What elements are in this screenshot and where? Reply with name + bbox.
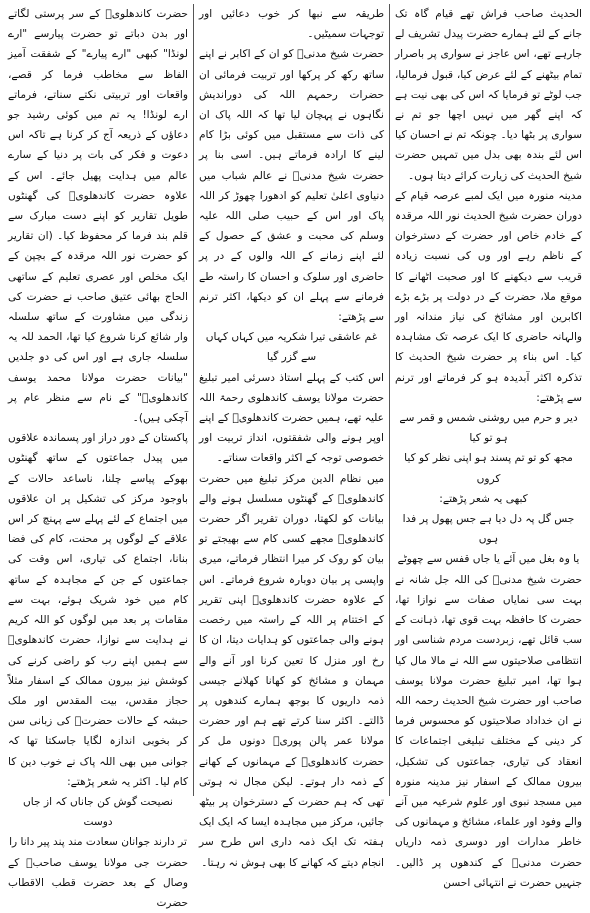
poetry-intro: کبھی یہ شعر پڑھتے: xyxy=(439,492,528,505)
poetry-line: نصیحت گوش کن جاناں کہ از جاں دوست xyxy=(23,795,173,829)
paragraph: حضرت کاندھلویؒ کے سر پرستی لگاتے اور بدن دباتے تو حضرت پیارسے "ارے لونڈا" کبھی "ارے پیارے" کے شفقت آمیز الفاظ سے مخاطب فرما کر قصے، واقعات اور تربیتی نکتے سناتے، فرماتے ارے لونڈا! یہ تم میں کوئی رشید جو دعاؤں کے ذریعہ آج کر کرنا ہے تاکہ اس دعوت و فکر کی بات پر دنیا کے سارے عالم میں ہدایت پھیل جائے۔ اس کے علاوہ حضرت کاندھلویؒ کی گھنٹوں طویل تقاریر کو اپنے دست مبارک سے قلم بند فرما کر محفوظ کیا۔ (ان تقاریر کو حضرت نور اللہ مرقدہ کے بچپن کے ایک مخلص اور عصری تعلیم کے ساتھی الحاج بھائی عتیق صاحب نے حضرت کی زندگی میں مشاورت کے ساتھ سلسلہ وار شائع کرنا شروع کیا تھا، الحمد للہ یہ سلسلہ جاری ہے اور اس کی دو جلدیں "بیانات حضرت مولانا محمد یوسف کاندھلویؒ" کے نام سے منظر عام پر آچکی ہیں)۔ xyxy=(8,8,188,425)
article-column-right xyxy=(390,4,587,889)
poetry-line: یا وہ بغل میں آئے یا جاں قفس سے چھوٹے xyxy=(397,553,580,566)
paragraph: حضرت شیخ مدنیؒ کو ان کے اکابر نے اپنے ساتھ رکھ کر پرکھا اور تربیت فرمائی ان حضرات رحمہم اللہ کی دوراندیش نگاہوں نے پہچان لیا تھا کہ اللہ پاک ان کی ذات سے مستقبل میں کوئی بڑا کام لینے کا ارادہ فرماتے ہیں۔ اسی بنا پر حضرت شیخ مدنیؒ نے عالم شباب میں دنیاوی اعلیٰ تعلیم کو ادھورا چھوڑ کر اللہ پاک اور اس کے حبیب صلی اللہ علیہ وسلم کی محبت و عشق کے حصول کے لئے اپنے زمانے کے اللہ والوں کے در پر حاضری اور سلوک و احسان کا راستہ طے فرمانے سے پہلے ان کو دیکھا، اکثر ترنم سے پڑھتے: xyxy=(199,48,384,324)
paragraph: حضرت جی مولانا یوسف صاحبؒ کے وصال کے بعد حضرت قطب الاقطاب حضرت xyxy=(8,856,188,909)
poetry-line: غم عاشقی تیرا شکریہ میں کہاں کہاں سے گزر گیا xyxy=(205,331,378,364)
paragraph: مدینہ منورہ میں ایک لمبے عرصہ قیام کے دوران حضرت شیخ الحدیث نور اللہ مرقدہ کے خادم خاص اور حضرت کے دسترخوان کے ناظم رہے اور وں کی نسبت زیادہ قریب سے دیکھنے کا اور صحبت اٹھانے کا موقع ملا، حضرت کے در دولت پر بڑے بڑے اکابرین اور مشائخ کی نیاز مندانہ اور والہانہ حاضری کا ایک عرصہ تک مشاہدہ کیا۔ اس بناء پر حضرت شیخ الحدیث کا تذکرہ اکثر آبدیدہ ہو کر فرماتے اور ترنم سے پڑھتے: xyxy=(395,189,582,404)
paragraph: طریقہ سے نبھا کر خوب دعائیں اور توجہات سمیٹیں۔ xyxy=(199,8,384,41)
paragraph: اس کتب کے پہلے استاذ دسرئی امیر تبلیغ حضرت مولانا یوسف کاندھلوی رحمۃ اللہ علیہ تھے، ہمیں حضرت کاندھلویؒ کے اپنے اوپر ہونے والی شفقتوں، انداز تربیت اور خصوصی توجہ کے اکثر واقعات سناتے۔ xyxy=(199,371,384,465)
poetry-line: تر دارند جوانان سعادت مند پند پیر دانا را xyxy=(9,836,187,849)
paragraph: حضرت شیخ مدنیؒ کی اللہ جل شانہ نے بہت سی نمایاں صفات سے نوازا تھا، حضرت کا حافظہ بہت قوی تھا، ذہانت کے سب قائل تھے، زبردست مردم شناسی اور انتظامی صلاحیتوں سے اللہ نے مالا مال کیا ہوا تھا، امیر تبلیغ حضرت مولانا یوسف صاحب اور حضرت شیخ الحدیث رحمہ اللہ نے ان خداداد صلاحیتوں کو محسوس فرما کر دینی کے مختلف تبلیغی اجتماعات کا انعقاد کی تیاری، جماعتوں کی تشکیل، بیرون ممالک کے اسفار نیز مدینہ منورہ میں مسجد نبوی اور علوم شرعیہ میں آنے والے وفود اور علماء، مشائخ و مہمانوں کی خاطر مدارات اور دوسری ذمہ داریاں حضرت مدنیؒ کے کندھوں پر ڈالیں۔ جنہیں حضرت نے انتہائی احسن xyxy=(395,573,582,889)
poetry-line: دیر و حرم میں روشنی شمس و قمر سے ہو تو کیا xyxy=(399,412,578,445)
paragraph: الحدیث صاحب فراش تھے قیام گاہ تک جانے کے لئے ہمارے حضرت پیدل تشریف لے جارہے تھے، اس عاجز نے سواری پر باصرار تمام بیٹھنے کے لئے عرض کیا، قبول فرمالیا، جب لوٹے تو فرمایا کہ اس کی بھی نیت ہے کہ اپنے گھر میں نہیں اچھا جو تم نے سواری پر بٹھا دیا۔ چونکہ تم نے احسان کیا اس لئے بندہ بھی بدل میں تمہیں حضرت شیخ الحدیث کی زیارت کرائے دیتا ہوں۔ xyxy=(395,8,582,182)
paragraph: میں نظام الدین مرکز تبلیغ میں حضرت کاندھلویؒ کے گھنٹوں مسلسل ہونے والے بیانات کو لکھتا، دوران تقریر اگر حضرت کاندھلویؒ مجھے کسی کام سے بھیجتے تو بیان کو روک کر میرا انتظار فرماتے، میری واپسی پر بیان دوبارہ شروع فرماتے۔ اس کے علاوہ حضرت کاندھلویؒ اپنی تقریر کے اختتام پر اللہ کے راستہ میں رخصت ہونے والی جماعتوں کو ہدایات دیتا، ان کا رخ اور منزل کا تعین کرنا اور آنے والے مہمان و مشائخ کو کھانا کھلانے جیسی ذمہ داریوں کا بوجھ ہمارے کندھوں پر ڈالتے۔ اکثر سنا کرتے تھے ہم اور حضرت مولانا عمر پالن پوریؒ دونوں مل کر حضرت کاندھلویؒ کے مہمانوں کے کھانے کے ذمہ دار ہوتے۔ لیکن مجال نہ ہوتی تھی کہ ہم حضرت کے دسترخوان پر بیٹھ جائیں، مرکز میں مجاہدہ ایسا کہ ایک ایک ہفتہ تک ایک ذمہ داری اس طرح سر انجام دیتے کہ کھانے کا بھی ہوش نہ رہتا۔ xyxy=(199,472,384,869)
paragraph: پاکستان کے دور دراز اور پسماندہ علاقوں میں پیدل جماعتوں کے ساتھ گھنٹوں بھوکے پیاسے چلنا، ناساعد حالات کے باوجود مرکز کی تشکیل پر ان علاقوں میں اجتماع کے لئے پہلے سے پہنچ کر اس علاقے کے لوگوں پر محنت، کام کی فضا بنانا، اجتماع کی تیاری، اس وقت کی جماعتوں کے جن کے مجاہدہ کے ساتھ کام میں خود شریک ہوئے، بہت سے مقامات پر بعد میں لوگوں کو اللہ کریم نے ہدایت سے نوازا، حضرت کاندھلویؒ سے ہمیں اپنے رب کو راضی کرنے کی کوشش نیز بیرون ممالک کے اسفار مثلاً حجاز مقدس، بیت المقدس اور ملک حبشہ کے حالات حضرتؒ کی زبانی سن کر بخوبی اندازہ لگایا جاسکتا تھا کہ جوانی میں بھی اللہ پاک نے خوب دین کا کام لیا۔ اکثر یہ شعر پڑھتے: xyxy=(8,432,188,788)
article-column-middle xyxy=(193,4,390,869)
poetry-line: مجھ کو تو تم پسند ہو اپنی نظر کو کیا کروں xyxy=(404,452,573,485)
article-column-left xyxy=(3,4,193,909)
poetry-line: جس گل پہ دل دیا ہے جس پھول پر فدا ہوں xyxy=(402,513,575,546)
